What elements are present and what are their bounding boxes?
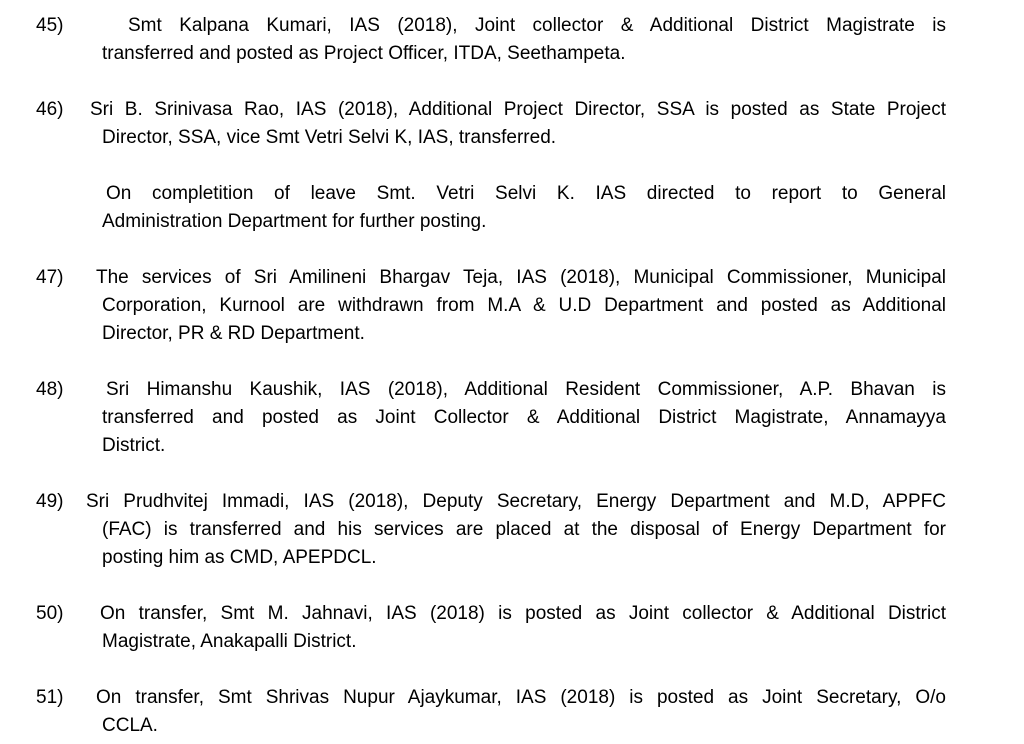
entry-line: transferred and posted as Joint Collector & Additional District Magistrate, Annamayya [102,407,946,428]
entry-line: Sri Himanshu Kaushik, IAS (2018), Additional Resident Commissioner, A.P. Bhavan is [106,379,946,400]
entry-line: Sri B. Srinivasa Rao, IAS (2018), Additional Project Director, SSA is posted as State Project [90,99,946,120]
entry-line: Director, PR & RD Department. [102,323,365,344]
entry-line: Magistrate, Anakapalli District. [102,631,357,652]
entry-number: 45) [36,15,64,36]
entry-line: On transfer, Smt Shrivas Nupur Ajaykumar, IAS (2018) is posted as Joint Secretary, O/o [96,687,946,708]
entry-number: 51) [36,687,64,708]
entry-line: Sri Prudhvitej Immadi, IAS (2018), Deputy Secretary, Energy Department and M.D, APPFC [86,491,946,512]
entry-line: transferred and posted as Project Officer, ITDA, Seethampeta. [102,43,626,64]
entry-line: Corporation, Kurnool are withdrawn from M.A & U.D Department and posted as Additional [102,295,946,316]
entry-number: 47) [36,267,64,288]
entry-line: On transfer, Smt M. Jahnavi, IAS (2018) is posted as Joint collector & Additional District [100,603,946,624]
entry-number: 50) [36,603,64,624]
entry-line: posting him as CMD, APEPDCL. [102,547,377,568]
entry-line: Smt Kalpana Kumari, IAS (2018), Joint collector & Additional District Magistrate is [128,15,946,36]
entry-subparagraph-line: On completition of leave Smt. Vetri Selvi K. IAS directed to report to General [106,183,946,204]
entry-number: 46) [36,99,64,120]
entry-subparagraph-line: Administration Department for further posting. [102,211,487,232]
entry-number: 49) [36,491,64,512]
entry-line: Director, SSA, vice Smt Vetri Selvi K, IAS, transferred. [102,127,557,148]
entry-line: District. [102,435,166,456]
entry-number: 48) [36,379,64,400]
entry-line: The services of Sri Amilineni Bhargav Teja, IAS (2018), Municipal Commissioner, Municipal [96,267,946,288]
entry-line: (FAC) is transferred and his services are placed at the disposal of Energy Department for [102,519,946,540]
entry-line: CCLA. [102,715,158,736]
